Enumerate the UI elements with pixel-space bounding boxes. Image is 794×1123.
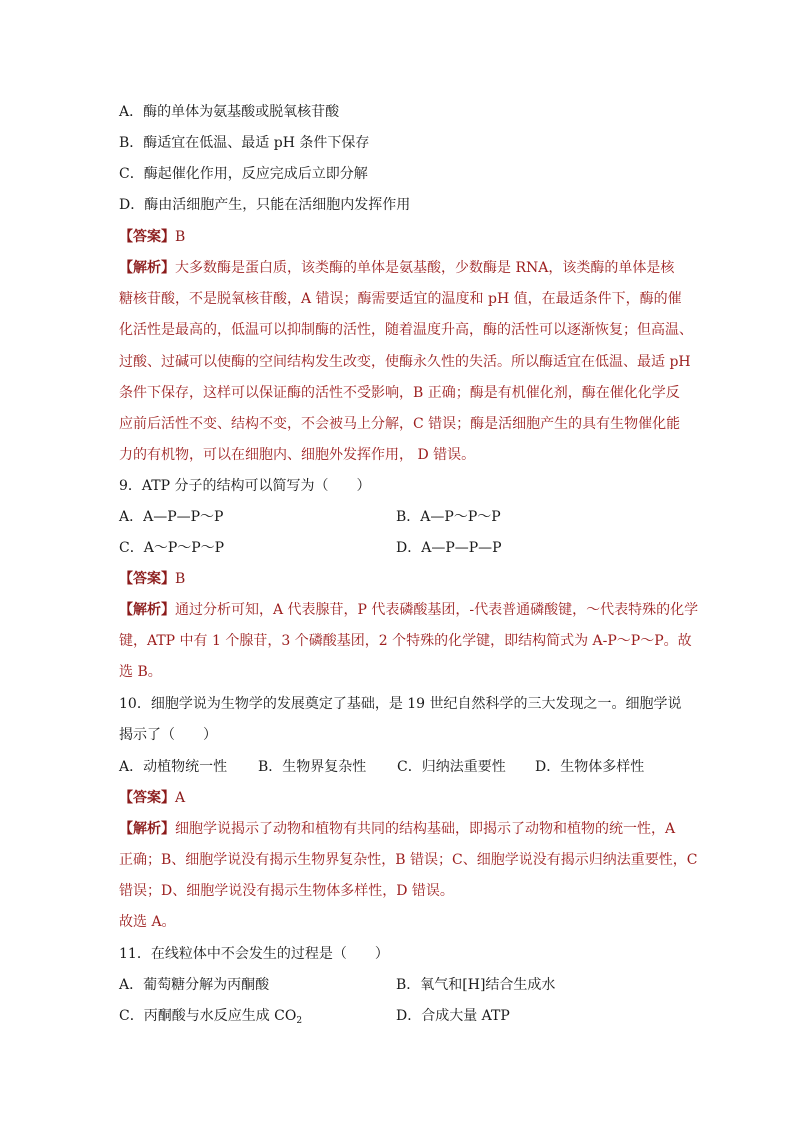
answer-tag: 【答案】	[119, 229, 175, 245]
q8-answer	[119, 227, 185, 247]
q11-option-c	[119, 1006, 302, 1031]
q8-option-c: C．酶起催化作用，反应完成后立即分解	[119, 166, 368, 182]
q8-analysis-line-3: 化活性是最高的，低温可以抑制酶的活性，随着温度升高，酶的活性可以逐渐恢复；但高温、	[119, 322, 693, 338]
analysis-tag: 【解析】	[119, 602, 175, 618]
q8-analysis-line-7: 力的有机物，可以在细胞内、细胞外发挥作用， D 错误。	[119, 447, 476, 463]
q10-answer	[119, 788, 185, 808]
analysis-tag: 【解析】	[119, 821, 175, 837]
answer-value: B	[175, 229, 186, 245]
q9-option-c: C．A～P～P～P	[119, 540, 225, 556]
q8-option-a: A．酶的单体为氨基酸或脱氧核苷酸	[119, 104, 340, 120]
q10-analysis-line-3: 错误；D、细胞学说没有揭示生物体多样性，D 错误。	[119, 883, 454, 899]
q9-option-a: A．A—P—P～P	[119, 509, 224, 525]
q10-conclusion: 故选 A。	[119, 914, 176, 930]
q9-analysis-line-2: 键，ATP 中有 1 个腺苷，3 个磷酸基团，2 个特殊的化学键，即结构简式为 A-P～P～P。故	[119, 633, 692, 649]
q9-analysis-line-1	[119, 600, 698, 620]
answer-value: B	[175, 571, 186, 587]
q11-option-b: B．氧气和[H]结合生成水	[396, 977, 556, 993]
q10-option-b: B．生物界复杂性	[258, 759, 367, 775]
q8-analysis-line-5: 条件下保存，这样可以保证酶的活性不受影响，B 正确；酶是有机催化剂，酶在催化化学反	[119, 385, 680, 401]
q10-option-a: A．动植物统一性	[119, 759, 228, 775]
q9-question: 9．ATP 分子的结构可以简写为（ ）	[119, 478, 371, 494]
q10-question-line-2: 揭示了（ ）	[119, 727, 217, 743]
q11-option-c-subscript: 2	[296, 1016, 303, 1026]
q9-answer	[119, 569, 185, 589]
q11-question: 11．在线粒体中不会发生的过程是（ ）	[119, 946, 389, 962]
q10-analysis-line-2: 正确；B、细胞学说没有揭示生物界复杂性，B 错误；C、细胞学说没有揭示归纳法重要性，C	[119, 852, 698, 868]
q8-analysis-line-1	[119, 258, 674, 278]
analysis-text: 大多数酶是蛋白质，该类酶的单体是氨基酸，少数酶是 RNA，该类酶的单体是核	[175, 260, 675, 276]
q10-option-d: D．生物体多样性	[535, 759, 645, 775]
answer-value: A	[175, 790, 186, 806]
analysis-text: 细胞学说揭示了动物和植物有共同的结构基础，即揭示了动物和植物的统一性，A	[175, 821, 676, 837]
q11-option-d: D．合成大量 ATP	[396, 1008, 510, 1024]
analysis-text: 通过分析可知，A 代表腺苷，P 代表磷酸基团，-代表普通磷酸键，～代表特殊的化学	[175, 602, 699, 618]
q9-option-d: D．A—P—P—P	[396, 540, 502, 556]
q10-question-line-1: 10．细胞学说为生物学的发展奠定了基础，是 19 世纪自然科学的三大发现之一。细胞学说	[119, 696, 682, 712]
q11-option-c-text: C．丙酮酸与水反应生成 CO	[119, 1008, 297, 1024]
q10-analysis-line-1	[119, 819, 675, 839]
answer-tag: 【答案】	[119, 790, 175, 806]
analysis-tag: 【解析】	[119, 260, 175, 276]
q8-analysis-line-4: 过酸、过碱可以使酶的空间结构发生改变，使酶永久性的失活。所以酶适宜在低温、最适 pH	[119, 354, 691, 370]
q9-option-b: B．A—P～P～P	[396, 509, 501, 525]
q9-analysis-line-3: 选 B。	[119, 664, 162, 680]
q8-analysis-line-6: 应前后活性不变、结构不变，不会被马上分解，C 错误；酶是活细胞产生的具有生物催化能	[119, 416, 681, 432]
q8-analysis-line-2: 糖核苷酸，不是脱氧核苷酸，A 错误；酶需要适宜的温度和 pH 值，在最适条件下，酶的催	[119, 291, 682, 307]
q8-option-b: B．酶适宜在低温、最适 pH 条件下保存	[119, 135, 370, 151]
q10-option-c: C．归纳法重要性	[397, 759, 506, 775]
answer-tag: 【答案】	[119, 571, 175, 587]
q8-option-d: D．酶由活细胞产生，只能在活细胞内发挥作用	[119, 197, 411, 213]
q11-option-a: A．葡萄糖分解为丙酮酸	[119, 977, 270, 993]
